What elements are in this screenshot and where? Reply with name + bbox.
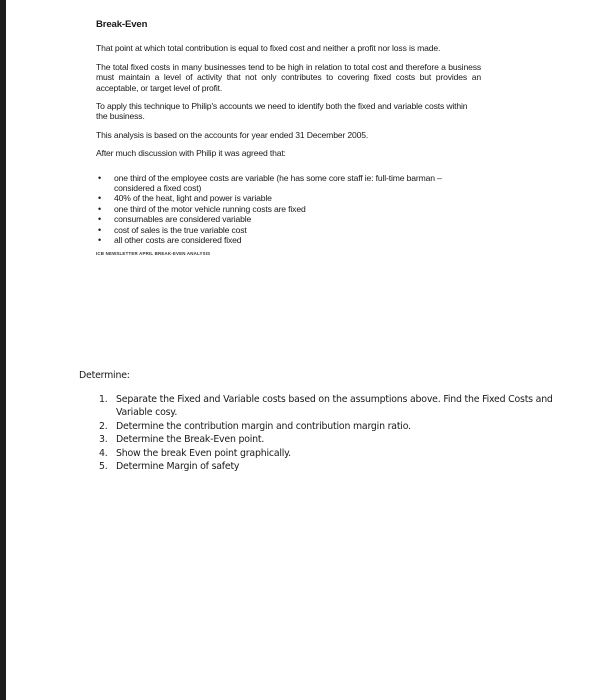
task-block bbox=[79, 369, 559, 474]
analysis-basis-paragraph: This analysis is based on the accounts for year ended 31 December 2005. bbox=[96, 129, 369, 140]
apply-technique-paragraph: To apply this technique to Philip's accounts we need to identify both the fixed and variable costs within the business. bbox=[96, 101, 468, 122]
task-list bbox=[79, 393, 559, 474]
bullet-icon: • bbox=[98, 235, 102, 246]
list-item: • all other costs are considered fixed bbox=[98, 235, 242, 246]
task-item: 1. Separate the Fixed and Variable costs based on the assumptions above. Find the Fixed Costs and Variable cosy. bbox=[99, 393, 553, 418]
excerpt-heading: Break-Even bbox=[96, 19, 148, 30]
excerpt-block bbox=[96, 20, 481, 259]
list-item: • consumables are considered variable bbox=[98, 214, 252, 225]
task-item: 5. Determine Margin of safety bbox=[99, 461, 240, 472]
bullet-icon: • bbox=[98, 193, 102, 204]
bullet-icon: • bbox=[98, 224, 102, 235]
task-label: Determine: bbox=[79, 370, 130, 381]
list-item: • 40% of the heat, light and power is variable bbox=[98, 193, 272, 204]
list-item: • cost of sales is the true variable cost bbox=[98, 224, 247, 235]
agreement-paragraph: After much discussion with Philip it was agreed that: bbox=[96, 148, 286, 159]
bullet-icon: • bbox=[98, 203, 102, 214]
fixed-costs-paragraph: The total fixed costs in many businesses tend to be high in relation to total cost and therefore a business must maintain a level of activity that not only contributes to covering fixed costs but provides an acceptable, or target level of profit. bbox=[96, 61, 481, 93]
task-item: 2. Determine the contribution margin and contribution margin ratio. bbox=[99, 420, 411, 432]
source-caption: ICB NEWSLETTER APRIL BREAK-EVEN ANALYSIS bbox=[96, 250, 211, 256]
task-item: 4. Show the break Even point graphically. bbox=[99, 447, 291, 459]
assumptions-list bbox=[96, 173, 481, 246]
bullet-icon: • bbox=[98, 172, 102, 183]
bullet-icon: • bbox=[98, 214, 102, 225]
list-item: • one third of the motor vehicle running costs are fixed bbox=[98, 203, 306, 214]
task-item: 3. Determine the Break-Even point. bbox=[99, 434, 265, 445]
definition-paragraph: That point at which total contribution is equal to fixed cost and neither a profit nor loss is made. bbox=[96, 43, 441, 54]
list-item: • one third of the employee costs are variable (he has some core staff ie: full-time barman – considered a fixed cost) bbox=[98, 172, 442, 194]
page-edge-border bbox=[0, 0, 6, 700]
